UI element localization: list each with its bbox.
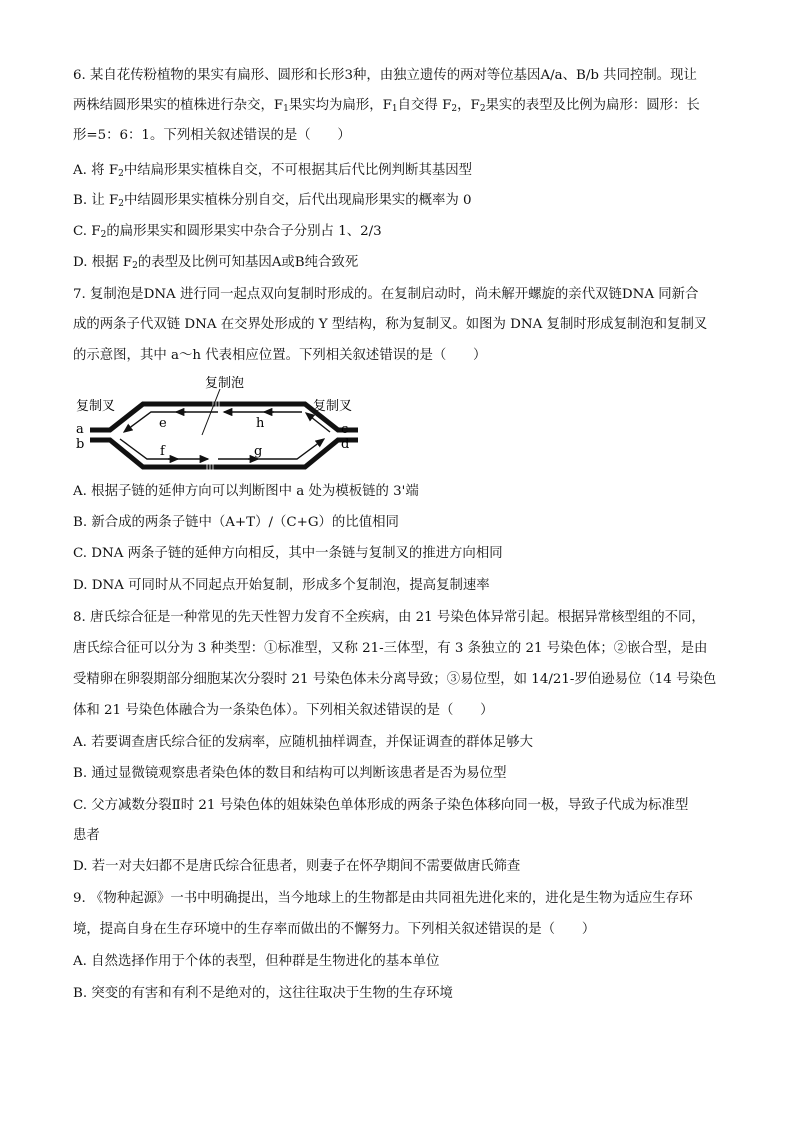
q6-stem-line-3: 形=5：6：1。下列相关叙述错误的是（ ） <box>73 128 351 143</box>
q8-option-c-line-1: C. 父方减数分裂Ⅱ时 21 号染色体的姐妹染色单体形成的两条子染色体移向同一极，导致子代成为标准型 <box>73 798 689 813</box>
label-c: c <box>341 422 349 437</box>
q8-stem-line-4: 体和 21 号染色体融合为一条染色体）。下列相关叙述错误的是（ ） <box>73 703 494 718</box>
q8-option-a: A. 若要调查唐氏综合征的发病率，应随机抽样调查，并保证调查的群体足够大 <box>73 735 534 750</box>
q8-stem-line-1: 8. 唐氏综合征是一种常见的先天性智力发育不全疾病，由 21 号染色体异常引起。根据异常核型组的不同， <box>73 610 705 625</box>
label-h: h <box>256 416 265 431</box>
label-d: d <box>341 437 350 452</box>
label-fork-left: 复制叉 <box>76 399 116 414</box>
label-g: g <box>254 444 263 459</box>
label-e: e <box>159 416 167 431</box>
q8-option-d: D. 若一对夫妇都不是唐氏综合征患者，则妻子在怀孕期间不需要做唐氏筛查 <box>73 859 521 874</box>
q6-stem-line-2: 两株结圆形果实的植株进行杂交，$F_1$果实均为扁形，$F_1$自交得 $F_2$，$F_2$果实的表型及比例为扁形：圆形：长 <box>73 98 700 114</box>
q7-option-d: D. DNA 可同时从不同起点开始复制，形成多个复制泡，提高复制速率 <box>73 578 490 593</box>
daughter-strand-g <box>218 439 324 459</box>
q6-option-b: B. 让 $F_2$中结圆形果实植株分别自交，后代出现扁形果实的概率为 0 <box>73 193 472 209</box>
q6-option-a: A. 将 $F_2$中结扁形果实植株自交，不可根据其后代比例判断其基因型 <box>73 163 473 179</box>
q9-option-a: A. 自然选择作用于个体的表型，但种群是生物进化的基本单位 <box>73 954 440 969</box>
q6-option-c: C. $F_2$的扁形果实和圆形果实中杂合子分别占 1、2/3 <box>73 224 382 240</box>
q9-stem-line-1: 9. 《物种起源》一书中明确提出，当今地球上的生物都是由共同祖先进化来的，进化是生物为适应生存环 <box>73 891 693 906</box>
replication-bubble-diagram <box>68 373 368 478</box>
label-bubble: 复制泡 <box>205 376 245 391</box>
q8-stem-line-3: 受精卵在卵裂期部分细胞某次分裂时 21 号染色体未分离导致；③易位型，如 14/21-罗伯逊易位（14 号染色 <box>73 672 717 687</box>
q6-option-d: D. 根据 $F_2$的表型及比例可知基因A或B纯合致死 <box>73 255 359 271</box>
label-b: b <box>76 437 85 452</box>
label-a: a <box>76 422 84 437</box>
q7-option-a: A. 根据子链的延伸方向可以判断图中 a 处为模板链的 3'端 <box>73 484 419 499</box>
q6-stem-line-1: 6. 某自花传粉植物的果实有扁形、圆形和长形3种，由独立遗传的两对等位基因A/a、B/b 共同控制。现让 <box>73 68 697 83</box>
label-fork-right: 复制叉 <box>313 399 353 414</box>
label-f: f <box>160 444 165 459</box>
q7-stem-line-2: 成的两条子代双链 DNA 在交界处形成的 Y 型结构，称为复制叉。如图为 DNA 复制时形成复制泡和复制叉 <box>73 317 708 332</box>
q9-option-b: B. 突变的有害和有利不是绝对的，这往往取决于生物的生存环境 <box>73 986 453 1001</box>
q8-stem-line-2: 唐氏综合征可以分为 3 种类型：①标准型，又称 21-三体型，有 3 条独立的 21 号染色体；②嵌合型，是由 <box>73 641 708 656</box>
q8-option-c-line-2: 患者 <box>73 828 100 843</box>
q7-option-c: C. DNA 两条子链的延伸方向相反，其中一条链与复制叉的推进方向相同 <box>73 546 503 561</box>
q9-stem-line-2: 境，提高自身在生存环境中的生存率而做出的不懈努力。下列相关叙述错误的是（ ） <box>73 922 596 937</box>
q7-stem-line-3: 的示意图，其中 a～h 代表相应位置。下列相关叙述错误的是（ ） <box>73 348 487 363</box>
q7-stem-line-1: 7. 复制泡是DNA 进行同一起点双向复制时形成的。在复制启动时，尚未解开螺旋的亲代双链DNA 同新合 <box>73 287 699 302</box>
q7-option-b: B. 新合成的两条子链中（A+T）/（C+G）的比值相同 <box>73 515 399 530</box>
q8-option-b: B. 通过显微镜观察患者染色体的数目和结构可以判断该患者是否为易位型 <box>73 766 507 781</box>
